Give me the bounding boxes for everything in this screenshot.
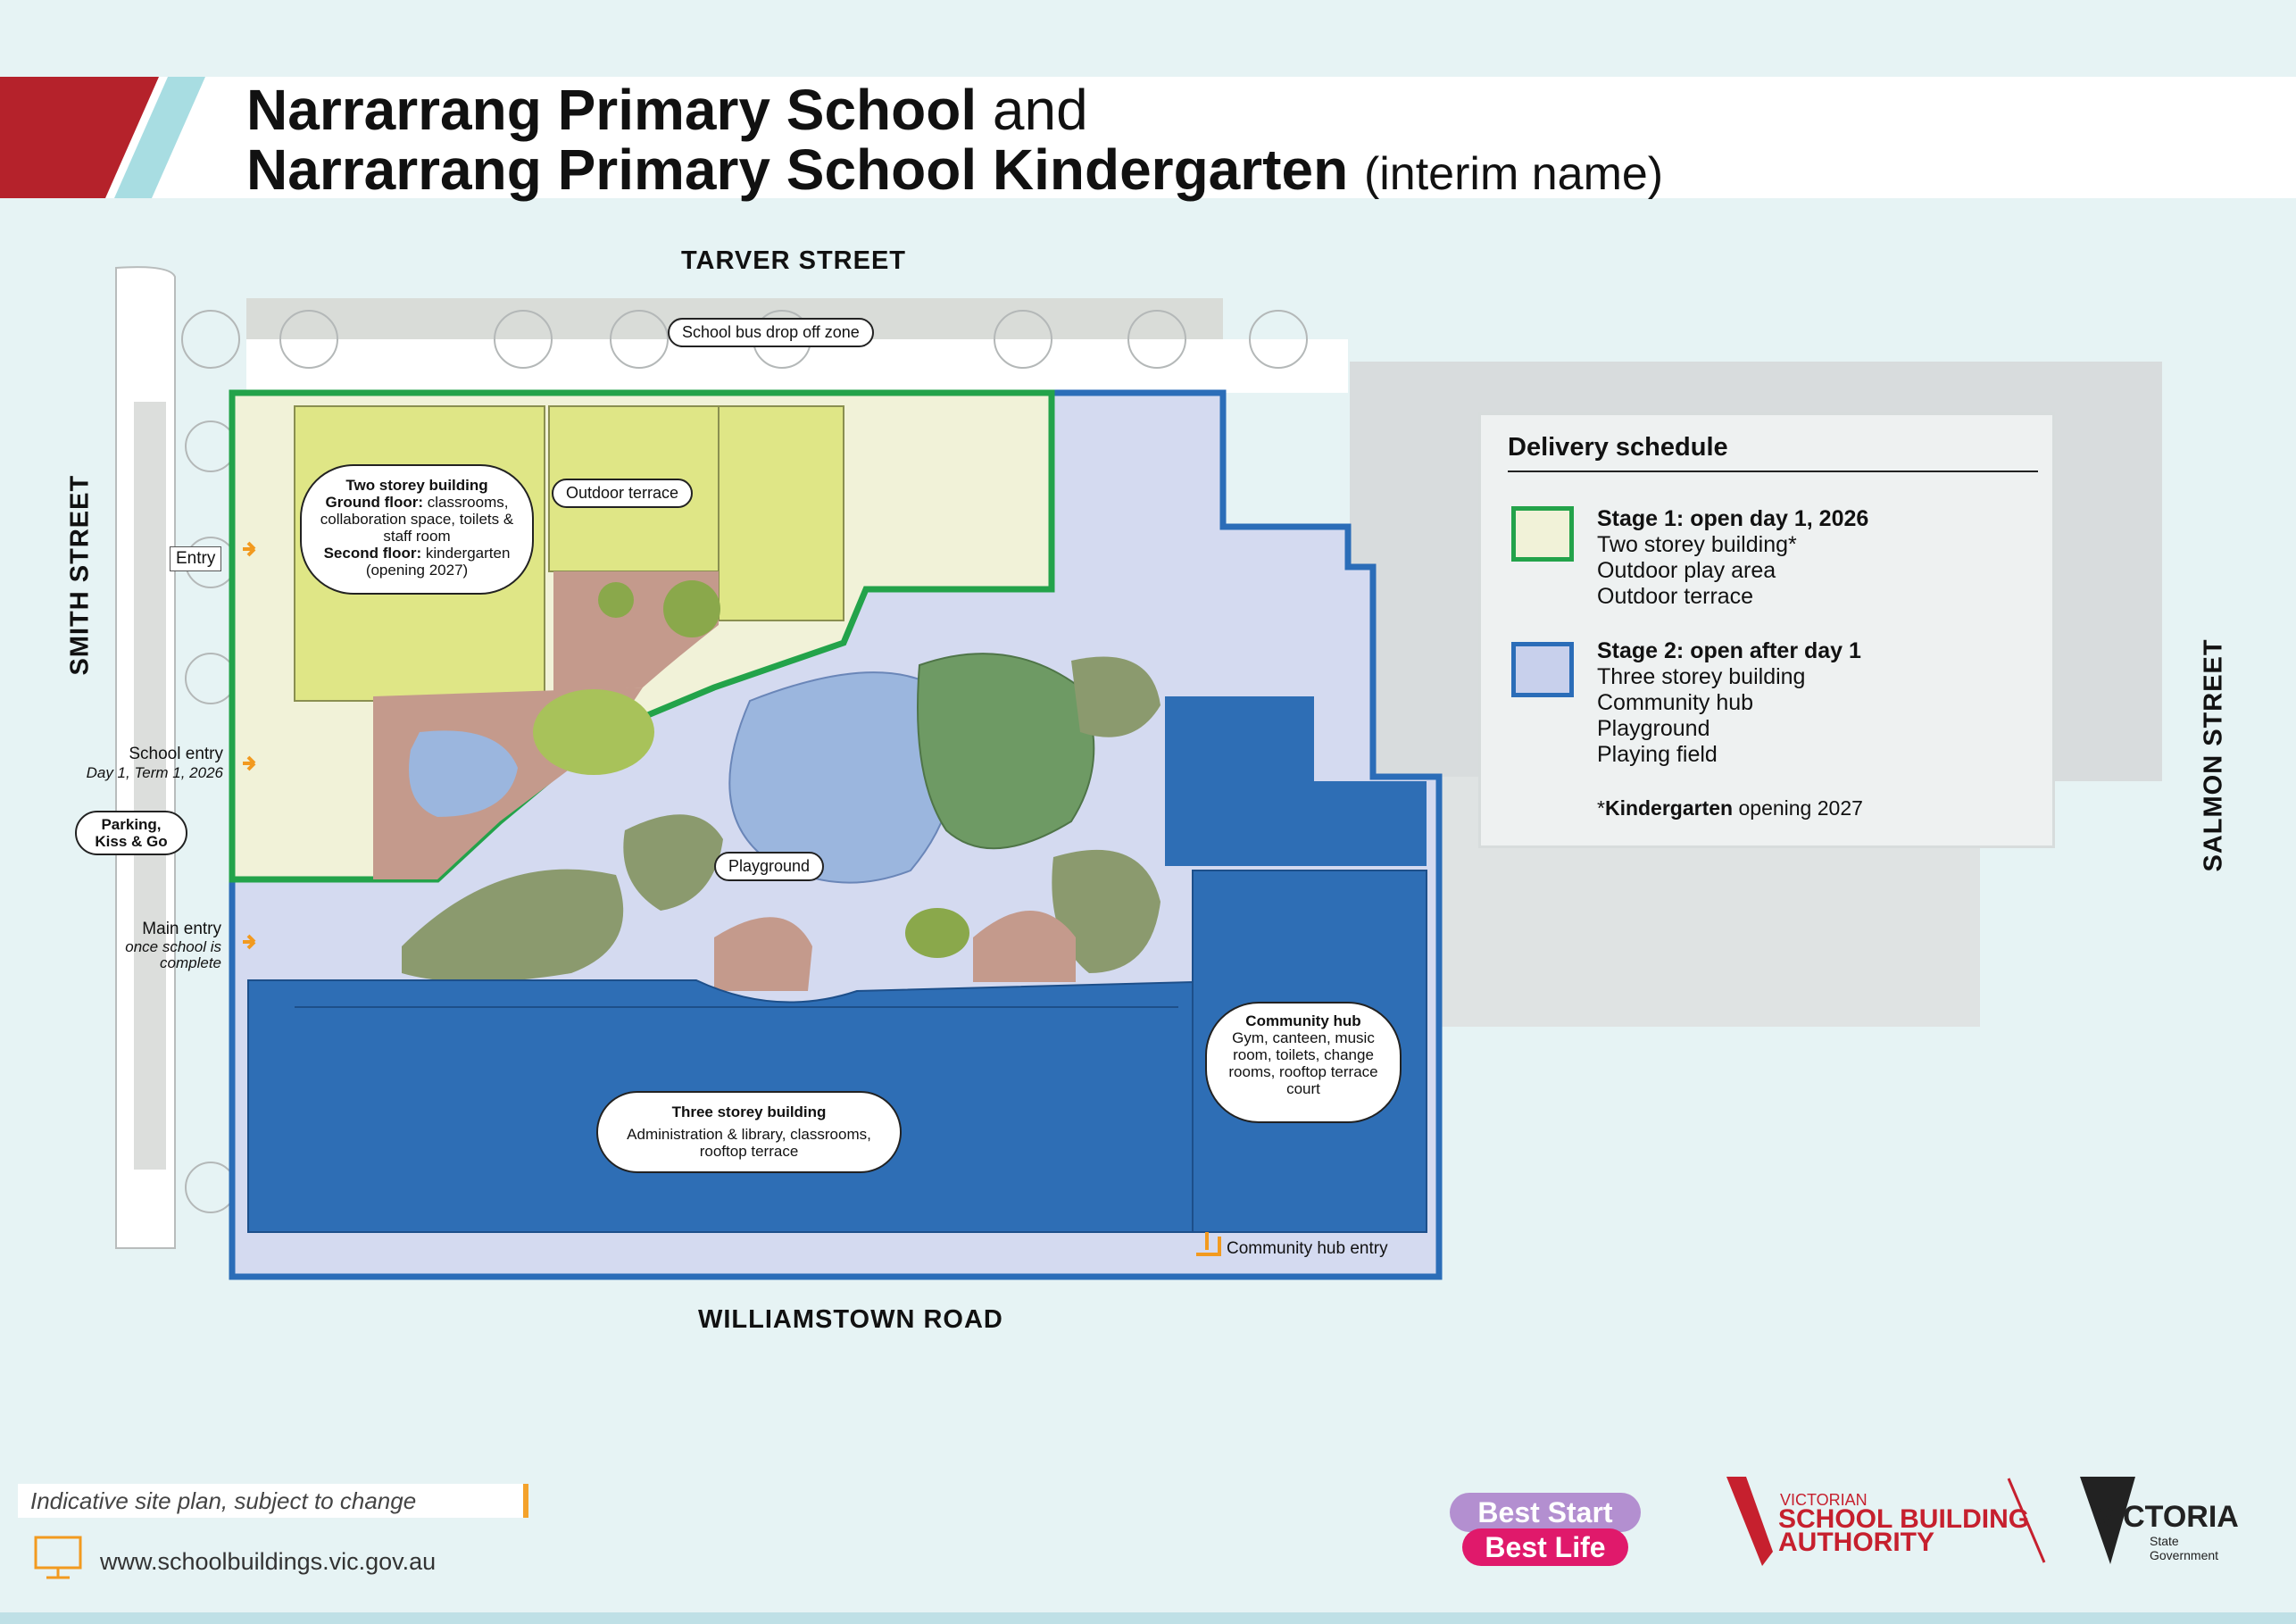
- two-storey-building-bubble: [300, 464, 534, 595]
- victoria-state-government-logo: [2080, 1477, 2241, 1566]
- williamstown-road-label: WILLIAMSTOWN ROAD: [698, 1305, 1003, 1334]
- tarver-street-footpath: [246, 339, 1348, 393]
- two-storey-title: Two storey building: [345, 477, 488, 494]
- second-floor-desc: kindergarten (opening 2027): [365, 545, 511, 579]
- community-hub-bubble: [1205, 1002, 1402, 1123]
- community-hub-title: Community hub: [1245, 1012, 1361, 1029]
- entry-label: Entry: [170, 546, 221, 571]
- planter-round: [663, 580, 720, 637]
- stage2-item: Community hub: [1597, 690, 1754, 715]
- three-storey-title: Three storey building: [671, 1103, 827, 1120]
- stage2-text: [1597, 638, 1861, 768]
- second-floor-label: Second floor:: [323, 545, 422, 562]
- sba-school-building: SCHOOL BUILDING: [1778, 1504, 2030, 1534]
- monitor-icon: [34, 1536, 82, 1580]
- stage2-item: Playing field: [1597, 742, 1718, 767]
- stage2-swatch: [1511, 642, 1574, 697]
- playground-label: Playground: [714, 852, 824, 881]
- title-and: and: [992, 78, 1088, 142]
- vic-government: Government: [2150, 1548, 2219, 1562]
- site-plan-caption: Indicative site plan, subject to change: [30, 1487, 417, 1514]
- tarver-street-label: TARVER STREET: [681, 246, 907, 275]
- school-building-authority-logo: [1726, 1477, 2048, 1566]
- grass-mound: [533, 689, 654, 775]
- best-start-best-life-logo: [1450, 1493, 1641, 1568]
- stage1-item: Outdoor play area: [1597, 558, 1776, 583]
- legend-title: Delivery schedule: [1508, 433, 1728, 462]
- title-school-name: Narrarrang Primary School: [246, 78, 977, 142]
- ground-floor-label: Ground floor:: [325, 494, 424, 511]
- stage1-title: Stage 1: open day 1, 2026: [1597, 506, 1869, 531]
- main-entry-label: Main entry: [142, 920, 221, 938]
- bus-zone-label: School bus drop off zone: [668, 318, 874, 347]
- footnote-opening: opening 2027: [1738, 796, 1863, 820]
- outdoor-terrace-label: Outdoor terrace: [552, 479, 693, 508]
- stage1-item: Outdoor terrace: [1597, 584, 1754, 609]
- website-link[interactable]: www.schoolbuildings.vic.gov.au: [100, 1548, 437, 1575]
- legend-footnote: [1597, 795, 1863, 821]
- legend-divider: [1508, 471, 2038, 472]
- title-interim-note: (interim name): [1363, 148, 1664, 200]
- sba-authority: AUTHORITY: [1778, 1528, 1934, 1557]
- main-entry-note: once school is complete: [125, 938, 221, 971]
- green-mound: [918, 654, 1094, 848]
- footnote-star: *: [1597, 796, 1605, 820]
- sba-victorian: VICTORIAN: [1780, 1491, 1868, 1509]
- school-entry-label: School entry: [129, 745, 223, 763]
- logo-best-start: Best Start: [1450, 1493, 1641, 1532]
- parking-kiss-go-label: Parking, Kiss & Go: [75, 811, 187, 855]
- smith-street-label: SMITH STREET: [65, 474, 95, 676]
- delivery-schedule-legend: [1478, 412, 2055, 848]
- ground-floor-desc: classrooms, collaboration space, toilets & staff room: [320, 494, 514, 545]
- community-hub-desc: Gym, canteen, music room, toilets, change rooms, rooftop terrace court: [1228, 1029, 1378, 1097]
- salmon-street-label: SALMON STREET: [2199, 638, 2228, 872]
- vic-state: State: [2150, 1534, 2179, 1548]
- planter-east: [905, 908, 969, 958]
- stage1-item: Two storey building*: [1597, 532, 1797, 557]
- smith-street-verge: [134, 402, 166, 1170]
- title-kindergarten-name: Narrarrang Primary School Kindergarten: [246, 137, 1349, 202]
- school-entry-date: Day 1, Term 1, 2026: [86, 764, 223, 781]
- stage2-title: Stage 2: open after day 1: [1597, 638, 1861, 663]
- bottom-band: [0, 1612, 2296, 1624]
- stage1-text: [1597, 506, 1868, 610]
- planter: [598, 582, 634, 618]
- three-storey-building-bubble: [596, 1091, 902, 1173]
- stage1-swatch: [1511, 506, 1574, 562]
- vic-wordmark: VICTORIA: [2094, 1500, 2239, 1534]
- footnote-kindergarten: Kindergarten: [1604, 796, 1734, 820]
- stage2-item: Three storey building: [1597, 664, 1806, 689]
- logo-best-life: Best Life: [1462, 1528, 1628, 1566]
- two-storey-building-east-wing: [719, 406, 844, 620]
- three-storey-desc: Administration & library, classrooms, rooftop terrace: [627, 1126, 871, 1160]
- community-hub-entry-label: Community hub entry: [1227, 1239, 1388, 1258]
- stage2-item: Playground: [1597, 716, 1710, 741]
